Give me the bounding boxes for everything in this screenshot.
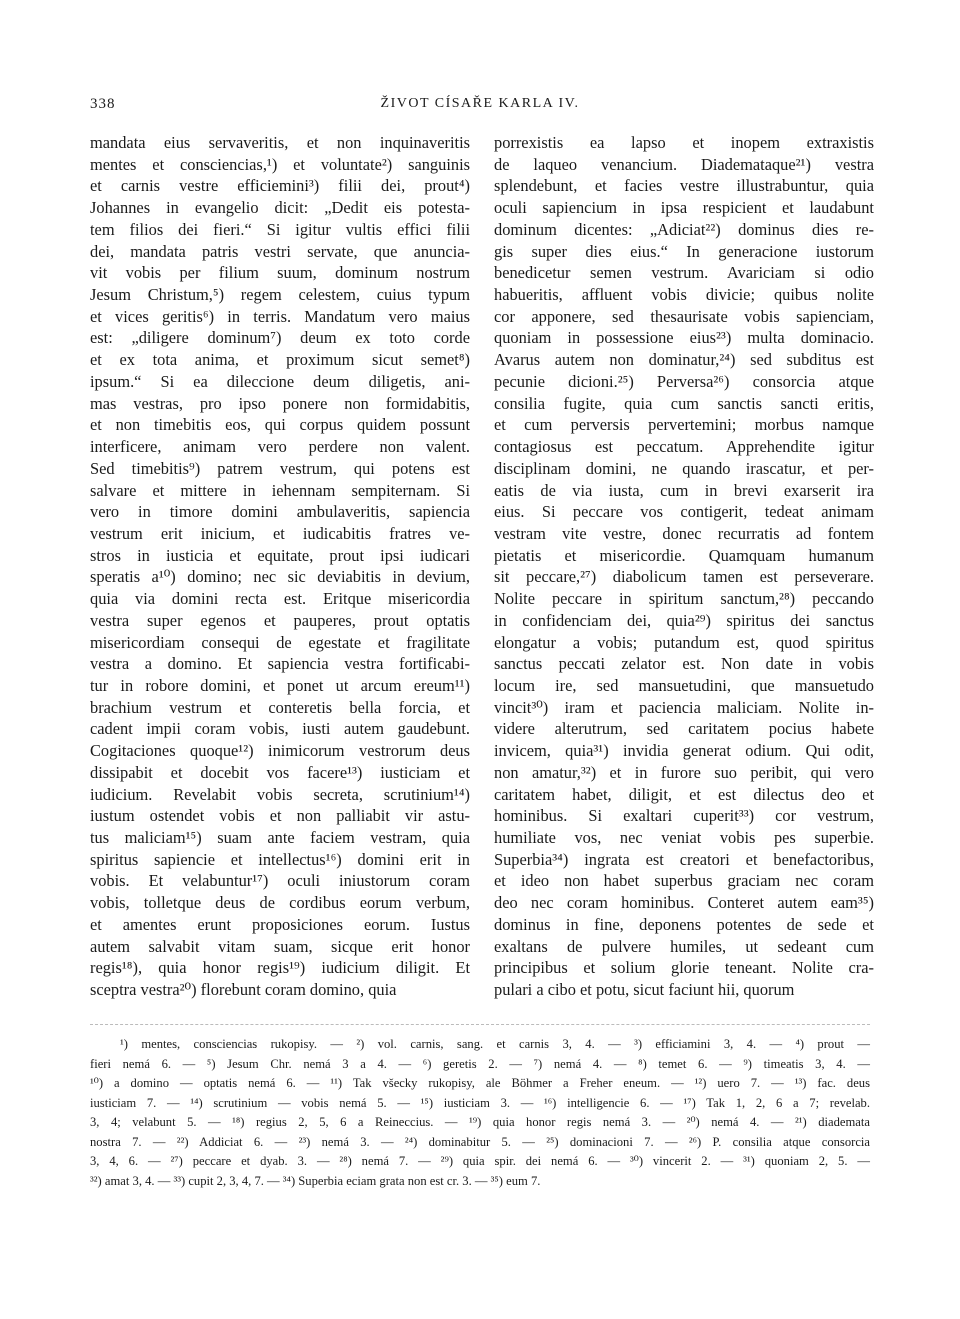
text-line: vestra super egenos et pauperes, prout optatis <box>90 610 470 630</box>
text-line: Superbia³⁴) ingrata est creatori et benefactoribus, <box>494 849 874 869</box>
text-line: habueritis, affluent vobis divicie; quibus nolite <box>494 285 874 305</box>
text-line: porrexistis ea lapso et inopem extraxistis <box>494 133 874 152</box>
text-line: stros in iusticia et equitate, prout ipsi iudicari <box>90 545 470 565</box>
footnote-line: nostra 7. — ²²) Addiciat 6. — ²³) nemá 3. — ²⁴) dominabitur 5. — ²⁵) dominacioni 7. — ²⁶) P. consilia atque consorcia <box>90 1134 870 1149</box>
text-line: cadent impii coram vobis, iusti autem gaudebunt. <box>90 719 470 739</box>
right-text-column <box>494 132 874 1001</box>
footnote-line: ³²) amat 3, 4. — ³³) cupit 2, 3, 4, 7. — ³⁴) Superbia eciam grata non est cr. 3. — ³⁵) eum 7. <box>90 1173 541 1188</box>
text-line: autem salvabit vitam suam, sicque erit honor <box>90 936 470 956</box>
text-line: vit vobis per filium suum, dominum nostrum <box>90 263 470 283</box>
text-line: Avarus autem non dominatur,²⁴) sed subditus est <box>494 350 874 370</box>
text-line: deo nec coram hominibus. Conteret autem eam³⁵) <box>494 893 874 913</box>
text-line: hominibus. Si exaltari cuperit³³) cor vestrum, <box>494 806 874 826</box>
text-line: et vices geritis⁶) in terris. Mandatum vero maius <box>90 306 470 326</box>
text-line: et cum perversis pervertemini; morbus namque <box>494 415 874 435</box>
text-line: tus maliciam¹⁵) suam ante faciem vestram, quia <box>90 828 470 847</box>
text-line: Nolite peccare in spiritum sanctum,²⁸) peccando <box>494 589 874 609</box>
text-line: speratis a¹⁰) domino; nec sic deviabitis in devium, <box>90 567 470 587</box>
footnotes-section <box>90 1035 870 1191</box>
text-line: dominum dicentes: „Adiciat²²) dominus dies re- <box>494 219 874 239</box>
text-line: mentes et consciencias,¹) et voluntate²) sanguinis <box>90 154 470 174</box>
footnote-line: ¹⁰) a domino — optatis nemá 6. — ¹¹) Tak všecky rukopisy, ale Böhmer a Freher eneum. — ¹²) uero 7. — ¹³) fac. deus <box>90 1076 870 1090</box>
text-line: tur in robore domini, et ponet ut arcum ereum¹¹) <box>90 675 470 695</box>
text-line: vestrum erit inicium, et iudicabitis fratres ve- <box>90 523 470 543</box>
text-line: benedicetur semen vestrum. Avariciam si odio <box>494 263 874 283</box>
text-line: salvare et mittere in iehennam sempiternam. Si <box>90 480 470 500</box>
text-line: ipsum.“ Si ea dileccione deum diligetis, ani- <box>90 371 470 391</box>
text-line: iudicium. Revelabit vobis secreta, scrutinium¹⁴) <box>90 784 470 804</box>
text-line: vobis. Et velabuntur¹⁷) oculi iniustorum coram <box>90 871 470 891</box>
text-line: mas vestras, pro ipso ponere non formidabitis, <box>90 393 470 413</box>
text-line: sceptra vestra²⁰) florebunt coram domino, quia <box>90 980 397 1000</box>
text-line: tem filios dei fieri.“ Si igitur vultis effici filii <box>90 219 470 239</box>
text-line: pulari a cibo et potu, sicut faciunt hii, quorum <box>494 980 795 1000</box>
text-line: exaltans de pulvere humiles, ut sedeant cum <box>494 936 874 956</box>
text-line: est: „diligere dominum⁷) deum ex toto corde <box>90 328 470 348</box>
text-line: oculi sapiencium in ipsa respicient et laudabunt <box>494 198 874 218</box>
text-line: pietatis et misericordie. Quamquam humanum <box>494 545 874 565</box>
text-line: in confidenciam dei, quia²⁹) spiritus dei sanctus <box>494 610 874 630</box>
text-line: humiliate vos, nec veniat vobis pes superbie. <box>494 828 874 847</box>
text-line: brachium vestrum et conteretis bella forcia, et <box>90 697 470 717</box>
text-line: iustum ostendet vobis et non palliabit vir astu- <box>90 806 470 826</box>
text-line: quia via domini recta est. Eritque misericordia <box>90 589 470 609</box>
text-line: et carnis vestre efficiemini³) filii dei, prout⁴) <box>90 176 470 196</box>
text-line: locum ire, sed mansuetudini, que mansuetudo <box>494 675 874 695</box>
text-line: et amentes erunt proposiciones eorum. Iustus <box>90 914 470 934</box>
text-line: principibus et solium glorie teneant. Nolite cra- <box>494 958 874 978</box>
text-line: spiritus sapiencie et intellectus¹⁶) domini erit in <box>90 849 470 869</box>
footnote-line: 3, 4, 6. — ²⁷) peccare et dyab. 3. — ²⁸) nemá 7. — ²⁹) quia spir. dei nemá 6. — ³⁰) vincerit 2. — ³¹) quoniam 2, 5. — <box>90 1154 870 1168</box>
text-line: vero in timore domini ambulaveritis, sapiencia <box>90 502 470 522</box>
text-line: misericordiam consequi de egestate et fragilitate <box>90 632 470 652</box>
text-line: sit peccare,²⁷) diabolicum tamen est perseverare. <box>494 567 874 587</box>
text-line: videre alterutrum, sed caritatem pocius habete <box>494 719 874 739</box>
text-line: Sed timebitis⁹) patrem vestrum, qui potens est <box>90 458 470 478</box>
footnote-line: 3, 4; velabunt 5. — ¹⁸) regius 2, 5, 6 a Reineccius. — ¹⁹) quia honor regis nemá 3. — ²⁰) nemá 4. — ²¹) diademata <box>90 1115 870 1129</box>
footnote-line: iusticiam 7. — ¹⁴) scrutinium — vobis nemá 5. — ¹⁵) iusticiam 3. — ¹⁶) intelligencie 6. — ¹⁷) Tak 1, 2, 6 a 7; revelab. <box>90 1095 870 1110</box>
text-line: Jesum Christum,⁵) regem celestem, cuius typum <box>90 285 470 305</box>
text-line: elongatur a vobis; putandum est, quod spiritus <box>494 632 874 652</box>
page-header <box>90 96 870 120</box>
text-line: Johannes in evangelio dicit: „Dedit eis potesta- <box>90 198 470 218</box>
text-line: caritatem habet, diligit, et est dilectus deo et <box>494 784 874 804</box>
text-line: et non timebitis eos, qui corpus quidem possunt <box>90 415 470 435</box>
text-line: vestra a domino. Et sapiencia vestra fortificabi- <box>90 654 470 674</box>
text-line: vobis, tolletque deus de cordibus eorum verbum, <box>90 893 470 913</box>
text-line: regis¹⁸), quia honor regis¹⁹) iudicium diligit. Et <box>90 958 470 978</box>
text-line: eius. Si peccare vos contigerit, tedeat animam <box>494 502 874 522</box>
page-number: 338 <box>90 96 116 112</box>
text-line: dominus in fine, deponens potentes de sede et <box>494 914 874 934</box>
text-line: dissipabit et docebit vos facere¹³) iusticiam et <box>90 762 470 782</box>
text-line: sanctus peccati zelator est. Non date in vobis <box>494 654 874 674</box>
text-line: dei, mandata patris vestri servate, que anuncia- <box>90 241 470 261</box>
left-text-column <box>90 132 470 1001</box>
text-line: cor apponere, sed thesaurisate vobis sapienciam, <box>494 306 874 326</box>
footnote-line: fieri nemá 6. — ⁵) Jesum Chr. nemá 3 a 4. — ⁶) geretis 2. — ⁷) nemá 4. — ⁸) temet 6. — ⁹) timeatis 3, 4. — <box>90 1056 870 1071</box>
text-line: contagiosus est peccatum. Apprehendite igitur <box>494 437 874 457</box>
text-line: consilia fugite, quia cum sanctis sancti eritis, <box>494 393 874 413</box>
text-line: interficere, animam vero perdere non valent. <box>90 437 470 457</box>
footnote-divider <box>90 1024 870 1025</box>
text-line: gis super dies eius.“ In generacione iustorum <box>494 241 874 261</box>
footnote-line: ¹) mentes, consciencias rukopisy. — ²) vol. carnis, sang. et carnis 3, 4. — ³) efficiamini 3, 4. — ⁴) prout — <box>120 1037 870 1051</box>
running-title: ŽIVOT CÍSAŘE KARLA IV. <box>380 96 580 111</box>
text-line: non amatur,³²) et in furore suo peribit, qui vero <box>494 762 874 782</box>
text-line: mandata eius servaveritis, et non inquinaveritis <box>90 133 470 152</box>
text-line: quoniam in possessione eius²³) multa dominacio. <box>494 328 874 348</box>
text-line: et ideo non habet superbus graciam nec coram <box>494 871 874 891</box>
text-line: splendebunt, et facies vestre illustrabuntur, quia <box>494 176 874 196</box>
text-line: invicem, quia³¹) invidia generat odium. Qui odit, <box>494 741 874 761</box>
text-line: disciplinam domini, ne quando irascatur, et per- <box>494 458 874 478</box>
text-line: vincit³⁰) iram et paciencia maliciam. Nolite in- <box>494 697 874 717</box>
text-line: pecunie dicioni.²⁵) Perversa²⁶) consorcia atque <box>494 371 874 391</box>
text-line: vestram vite vestre, donec recurratis ad fontem <box>494 523 874 543</box>
text-line: et ex tota anima, et proximum sicut semet⁸) <box>90 350 470 370</box>
text-line: eatis de via iusta, cum in brevi exarserit ira <box>494 480 874 500</box>
text-line: Cogitaciones quoque¹²) inimicorum vestrorum deus <box>90 741 470 761</box>
text-line: de laqueo venancium. Diademataque²¹) vestra <box>494 154 874 174</box>
